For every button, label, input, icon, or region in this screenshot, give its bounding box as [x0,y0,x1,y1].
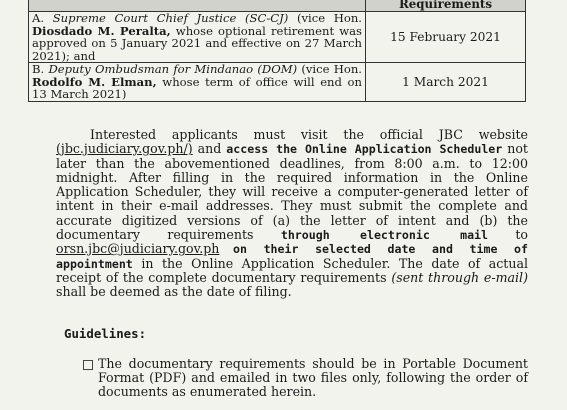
checkbox-bullet-icon [83,360,93,370]
deadline-cell: 1 March 2021 [366,63,526,102]
position-title: Deputy Ombudsman for Mindanao (DOM) [48,62,298,76]
incumbent-name: Diosdado M. Peralta, [32,23,171,38]
paragraph-bold-text: access the Online Application Scheduler [226,142,503,157]
table-row [29,12,526,63]
position-cell [29,12,366,63]
table-header-left [29,0,366,12]
position-cell [29,63,366,102]
paragraph-bold-text: on their selected date and time of appointment [56,242,528,271]
deadline-cell: 15 February 2021 [366,12,526,63]
position-prefix: B. [32,62,45,76]
table-header-row [29,0,526,12]
paragraph-text: not later than the abovementioned deadlines, from 8:00 a.m. to 12:00 midnight. After filling in the required information in the Online Application Scheduler, they will receive a computer-generated letter of intent in their e-mail addresses. They must submit the complete and accurate digitized versions of (a) the letter of intent and (b) the documentary requirements [56,141,528,243]
position-title: Supreme Court Chief Justice (SC-CJ) [52,11,289,25]
guidelines-list-item [83,357,528,399]
positions-table [28,0,526,102]
vice-text: (vice Hon. [301,62,362,76]
vice-text: (vice Hon. [296,11,362,25]
email-link[interactable]: orsn.jbc@judiciary.gov.ph [56,241,220,257]
jbc-website-link[interactable]: (jbc.judiciary.gov.ph/) [56,141,193,157]
incumbent-name: Rodolfo M. Elman, [32,74,157,89]
paragraph-text: in the Online Application Scheduler. The date of actual receipt of the complete documentary requirements [56,255,528,285]
position-prefix: A. [32,11,45,25]
table-header-requirements: Requirements [366,0,526,12]
paragraph-text: Interested applicants must visit the official JBC website [90,127,528,142]
guidelines-heading: Guidelines: [64,326,147,341]
table-row [29,63,526,102]
paragraph-text: to [515,227,528,243]
paragraph-bold-text: through electronic mail [280,228,489,243]
paragraph-italic-text: (sent through e-mail) [391,269,528,285]
paragraph-text: and [197,141,222,157]
guideline-text: The documentary requirements should be in Portable Document Format (PDF) and emailed in two files only, following the order of documents as enumerated herein. [98,356,528,399]
position-detail: whose optional retirement was approved on 5 January 2021 and effective on 27 March 2021); and [32,23,363,63]
position-detail: whose term of office will end on 13 March 2021) [32,74,363,101]
instructions-paragraph [56,128,528,300]
paragraph-text: shall be deemed as the date of filing. [56,284,292,300]
